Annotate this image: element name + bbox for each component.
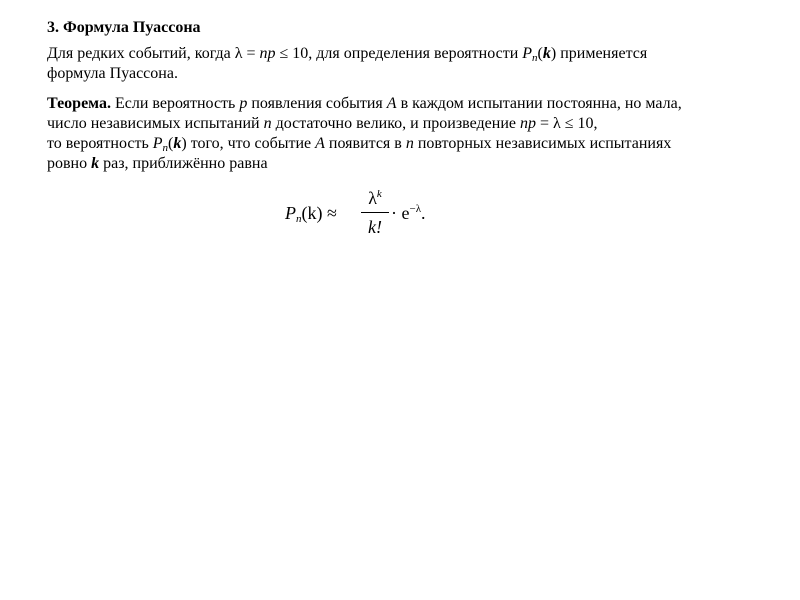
fraction-numerator: $\lambda^k$	[368, 188, 382, 208]
section-heading: 3. Формула Пуассона	[47, 19, 201, 36]
intro-paragraph	[47, 44, 767, 84]
formula-rhs: · $e^{-\lambda}$.	[391, 203, 426, 223]
theorem-line-1: Теорема. Если вероятность p появления события A в каждом испытании постоянна, но мала,	[47, 95, 682, 112]
theorem-line-3: то вероятность $P_n(k)$ того, что событие A появится в n повторных независимых испытаниях	[47, 135, 672, 154]
intro-line-1: Для редких событий, когда λ = np ≤ 10, для определения вероятности $P_n(k)$ применяется	[47, 45, 648, 64]
fraction-denominator: k!	[368, 217, 382, 237]
theorem-line-2: число независимых испытаний n достаточно велико, и произведение np = λ ≤ 10,	[47, 115, 598, 132]
intro-line-2: формула Пуассона.	[47, 65, 178, 82]
theorem-paragraph	[47, 94, 767, 174]
theorem-term: Теорема.	[47, 95, 111, 112]
fraction-bar	[361, 212, 389, 213]
formula-lhs: $P_n(k)$ ≈	[285, 203, 337, 225]
formula-fraction	[361, 186, 389, 239]
theorem-line-4: ровно k раз, приближённо равна	[47, 155, 268, 172]
